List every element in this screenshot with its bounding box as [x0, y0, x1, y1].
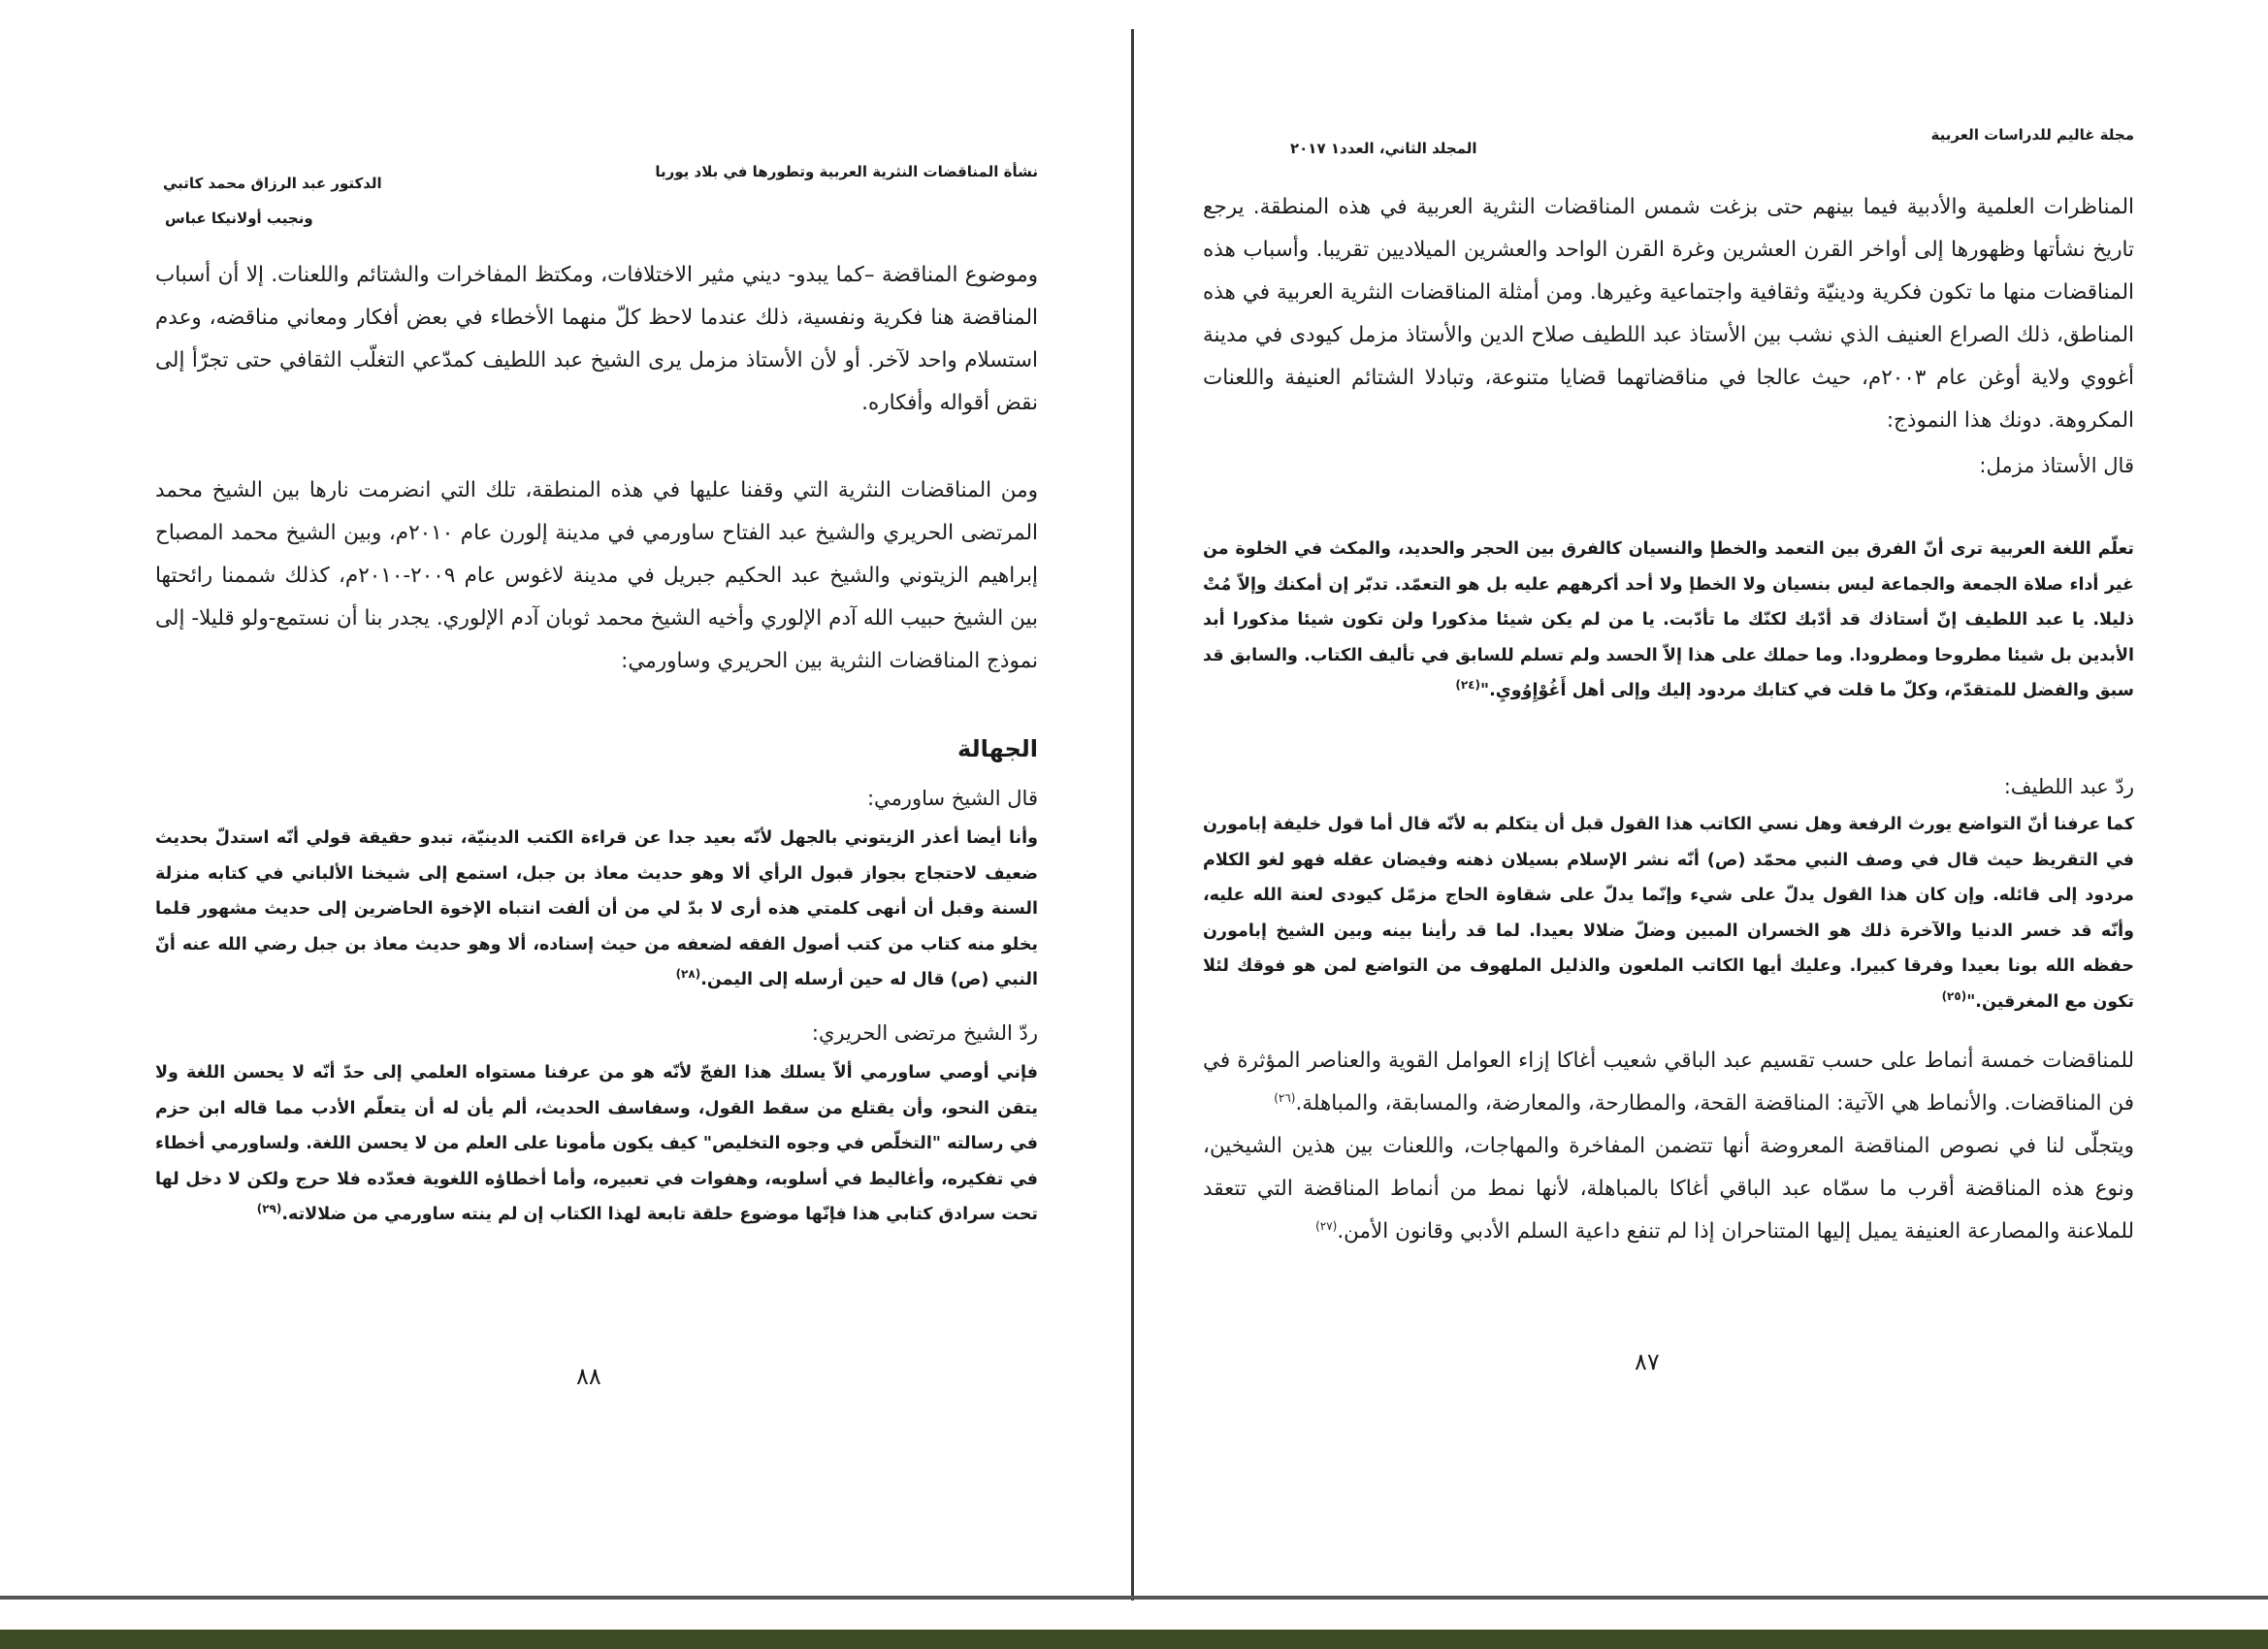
left-quote-1: وأنا أيضا أعذر الزيتوني بالجهل لأنّه بعيد جدا عن قراءة الكتب الدينيّة، تبدو حقيقة قولي أنّه استدلّ بحديث ضعيف لاحتجاج بجواز قبول الرأي ألا وهو حديث معاذ بن جبل، استمع إلى شيخنا الألباني في كتابه منزلة السنة وقبل أن أنهى كلمتي هذه أرى لا بدّ لي من أن ألفت انتباه الإخوة الحاضرين إلى حديث مشهور قلما يخلو منه كتاب من كتب أصول الفقه لضعفه من حيث إسناده، ألا وهو حديث معاذ بن جبل رضي الله عنه أنّ النبي (ص) قال له حين أرسله إلى اليمن.$^{(٢٨)}$	[155, 828, 1038, 989]
right-paragraph-3: ويتجلّى لنا في نصوص المناقضة المعروضة أنها تتضمن المفاخرة والمهاجات، واللعنات بين هذين الشيخين، ونوع هذه المناقضة أقرب ما سمّاه عبد الباقي أغاكا بالمباهلة، لأنها نمط من أنماط المناقضة التي تتعقد للملاعنة والمصارعة العنيفة يميل إليها المتناحران إذا لم تنفع داعية السلم الأدبي وقانون الأمن.$^{(٢٧)}$	[1203, 1134, 2134, 1244]
page-divider	[1131, 29, 1134, 1600]
footnote-ref-27: (٢٧)	[1315, 1218, 1338, 1233]
right-subheading-1: قال الأستاذ مزمل:	[1979, 454, 2134, 477]
section-title: الجهالة	[957, 735, 1038, 762]
left-subheading-2: ردّ الشيخ مرتضى الحريري:	[811, 1021, 1038, 1045]
journal-name: مجلة غاليم للدراسات العربية	[1930, 126, 2134, 144]
right-page	[1203, 0, 2134, 1649]
right-subheading-2: ردّ عبد اللطيف:	[2003, 775, 2134, 798]
left-subheading-1: قال الشيخ ساورمي:	[866, 787, 1038, 810]
page-number-left: ٨٨	[576, 1363, 601, 1390]
scan-bottom-edge	[0, 1596, 2268, 1600]
right-paragraph-1: المناظرات العلمية والأدبية فيما بينهم حتى بزغت شمس المناقضات النثرية العربية في هذه المنطقة. يرجع تاريخ نشأتها وظهورها إلى أواخر القرن العشرين وغرة القرن الواحد والعشرين الميلاديين تقريبا. وأسباب هذه المناقضات منها ما تكون فكرية ودينيّة وثقافية واجتماعية وغيرها. ومن أمثلة المناقضات النثرية العربية في هذه المناطق، ذلك الصراع العنيف الذي نشب بين الأستاذ عبد اللطيف صلاح الدين والأستاذ مزمل كيودى في مدينة أغووي ولاية أوغن عام ٢٠٠٣م، حيث عالجا في مناقضاتهما قضايا متنوعة، وتبادلا الشتائم العنيفة واللعنات المكروهة. دونك هذا النموذج:	[1203, 195, 2135, 433]
right-paragraph-2: للمناقضات خمسة أنماط على حسب تقسيم عبد الباقي شعيب أغاكا إزاء العوامل القوية والعناصر المؤثرة في فن المناقضات. والأنماط هي الآتية: المناقضة القحة، والمطارحة، والمعارضة، والمسابقة، والمباهلة.$^{(٢٦)}$	[1203, 1049, 2134, 1116]
volume-issue: المجلد الثاني، العدد١ ٢٠١٧	[1290, 140, 1477, 157]
right-quote-1: تعلّم اللغة العربية ترى أنّ الفرق بين التعمد والخطإ والنسيان كالفرق بين الحجر والحديد، والمكث في الخلوة من غير أداء صلاة الجمعة والجماعة ليس بنسيان ولا الخطإ ولا أحد أكرههم عليه بل هو التعمّد. تدبّر إن أمكنك وإلاّ مُتْ ذليلا. يا عبد اللطيف إنّ أستاذك قد أدّبك لكنّك ما تأدّبت. يا من لم يكن شيئا مذكورا ولن تكون شيئا مذكورا أبد الأبدين بل شيئا مطروحا ومطرودا. وما حملك على هذا إلاّ الحسد ولم تسلم للسابق في تأليف الكتاب. والسابق قد سبق والفضل للمتقدّم، وكلّ ما قلت في كتابك مردود إليك وإلى أهل أَغُوْإِوُويِ."$^{(٢٤)}$	[1203, 539, 2134, 700]
author-name-1: الدكتور عبد الرزاق محمد كاتبي	[163, 175, 382, 192]
right-quote-2: كما عرفنا أنّ التواضع يورث الرفعة وهل نسي الكاتب هذا القول قبل أن يتكلم به لأنّه قال أما قول خليفة إبامورن في التقريظ حيث قال في وصف النبي محمّد (ص) أنّه نشر الإسلام بسيلان ذهنه وفيضان عقله فهو لغو الكلام مردود إلى قائله. وإن كان هذا القول يدلّ على شيء وإنّما يدلّ على شقاوة الحاج مزمّل كيودى لعنة الله عليه، وأنّه قد خسر الدنيا والآخرة ذلك هو الخسران المبين وضلّ ضلالا بعيدا. لما قد رأينا بينه وبين الشيخ إبامورن حفظه الله بونا بعيدا وفرقا كبيرا. وعليك أيها الكاتب الملعون والذليل الملهوف من التواضع لمن هو فوقك لئلا تكون مع المغرقين."$^{(٢٥)}$	[1203, 815, 2134, 1012]
footnote-ref-29: (٢٩)	[256, 1202, 282, 1216]
left-paragraph-1: وموضوع المناقضة –كما يبدو- ديني مثير الاختلافات، ومكتظ المفاخرات والشتائم واللعنات. إلا أن أسباب المناقضة هنا فكرية ونفسية، ذلك عندما لاحظ كلّ منهما الأخطاء في بعض أفكار ومعاني مناقضه، وعدم استسلام واحد لآخر. أو لأن الأستاذ مزمل يرى الشيخ عبد اللطيف كمدّعي التغلّب الثقافي حتى تجرّأ إلى نقض أقواله وأفكاره.	[155, 263, 1038, 415]
author-name-2: ونجيب أولانيكا عباس	[165, 210, 313, 227]
left-header-title: نشأة المناقضات النثرية العربية وتطورها في بلاد يوربا	[655, 163, 1038, 180]
scan-bottom-border	[0, 1630, 2268, 1649]
left-quote-2: فإني أوصي ساورمي ألاّ يسلك هذا الفجّ لأنّه هو من عرفنا مستواه العلمي إلى حدّ أنّه لا يحسن اللغة ولا يتقن النحو، وأن يقتلع من سقط القول، وسفاسف الحديث، ألم يأن له أن يتعلّم الأدب مما قاله ابن حزم في رسالته "التخلّص في وجوه التخليص" كيف يكون مأمونا على العلم من لا يحسن اللغة. ولساورمي أخطاء في تفكيره، وأغاليط في أسلوبه، وهفوات في تعبيره، وأما أخطاؤه اللغوية فعدّده فلا حرج ولكن لا دخل لها تحت سرادق كتابي هذا فإنّها موضوع حلقة تابعة لهذا الكتاب إن لم ينته ساورمي من ضلالاته.$^{(٢٩)}$	[155, 1063, 1038, 1224]
footnote-ref-28: (٢٨)	[675, 967, 701, 982]
page-number-right: ٨٧	[1635, 1348, 1660, 1375]
footnote-ref-26: (٢٦)	[1274, 1090, 1296, 1105]
left-page	[146, 0, 1038, 1649]
left-paragraph-2: ومن المناقضات النثرية التي وقفنا عليها في هذه المنطقة، تلك التي انضرمت نارها بين الشيخ محمد المرتضى الحريري والشيخ عبد الفتاح ساورمي في مدينة إلورن عام ٢٠١٠م، وبين الشيخ محمد المصباح إبراهيم الزيتوني والشيخ عبد الحكيم جبريل في مدينة لاغوس عام ٢٠٠٩-٢٠١٠م، كذلك شممنا رائحتها بين الشيخ حبيب الله آدم الإلوري وأخيه الشيخ محمد ثوبان آدم الإلوري. يجدر بنا أن نستمع-ولو قليلا- إلى نموذج المناقضات النثرية بين الحريري وساورمي:	[155, 478, 1038, 673]
footnote-ref-24: (٢٤)	[1455, 678, 1480, 693]
footnote-ref-25: (٢٥)	[1941, 988, 1967, 1003]
